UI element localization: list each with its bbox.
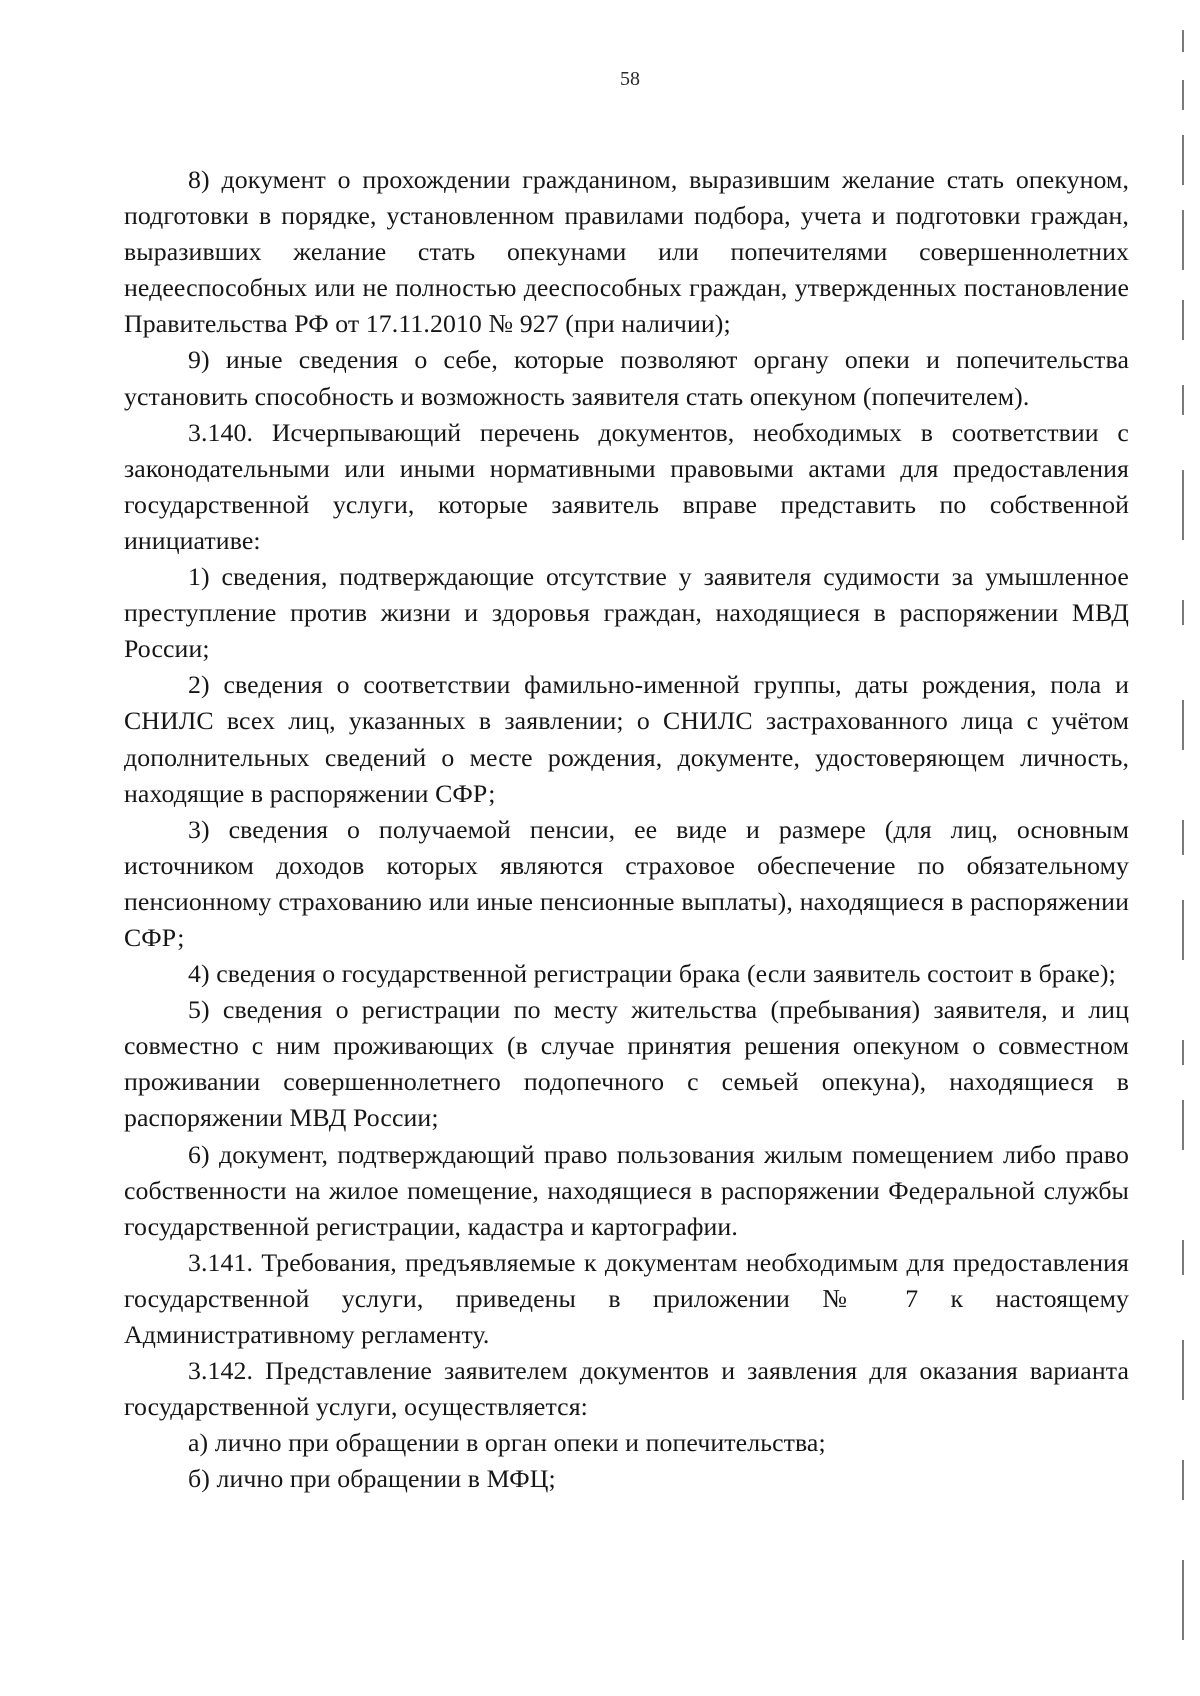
scan-edge-marks	[1180, 0, 1200, 1696]
scan-edge-mark	[1182, 900, 1184, 960]
paragraph-item-5: 5) сведения о регистрации по месту жительства (пребывания) заявителя, и лиц совместно с ним проживающих (в случае принятия решения опекуном о совместном проживании совершеннолетнего подопечного с семьей опекуна), находящиеся в распоряжении МВД России;	[124, 995, 1129, 1133]
scan-edge-mark	[1182, 820, 1184, 855]
scan-edge-mark	[1182, 1100, 1184, 1150]
paragraph-item-b: б) лично при обращении в МФЦ;	[188, 1464, 556, 1494]
scan-edge-mark	[1182, 470, 1184, 540]
scan-edge-mark	[1182, 80, 1184, 110]
scan-edge-mark	[1182, 1040, 1184, 1065]
scan-edge-mark	[1182, 30, 1184, 52]
paragraph-item-1: 1) сведения, подтверждающие отсутствие у заявителя судимости за умышленное преступление против жизни и здоровья граждан, находящиеся в распоряжении МВД России;	[124, 562, 1129, 664]
scan-edge-mark	[1182, 300, 1184, 340]
paragraph-item-9: 9) иные сведения о себе, которые позволяют органу опеки и попечительства установить способность и возможность заявителя стать опекуном (попечителем).	[124, 345, 1129, 411]
document-body	[124, 162, 1129, 1497]
scan-edge-mark	[1182, 700, 1184, 750]
page-number: 58	[620, 68, 640, 90]
paragraph-3-142: 3.142. Представление заявителем документов и заявления для оказания варианта государственной услуги, осуществляется:	[124, 1356, 1129, 1422]
paragraph-item-3: 3) сведения о получаемой пенсии, ее виде и размере (для лиц, основным источником доходов которых являются страховое обеспечение по обязательному пенсионному страхованию или иные пенсионные выплаты), находящиеся в распоряжении СФР;	[124, 814, 1129, 952]
scan-edge-mark	[1182, 385, 1184, 415]
scan-edge-mark	[1182, 600, 1184, 625]
scan-edge-mark	[1182, 1560, 1184, 1640]
scan-edge-mark	[1182, 1460, 1184, 1500]
scan-edge-mark	[1182, 1340, 1184, 1400]
scan-edge-mark	[1182, 1240, 1184, 1275]
scan-edge-mark	[1182, 135, 1184, 185]
paragraph-item-6: 6) документ, подтверждающий право пользования жилым помещением либо право собственности на жилое помещение, находящиеся в распоряжении Федеральной службы государственной регистрации, кадастра и картографии.	[124, 1139, 1129, 1241]
paragraph-item-8: 8) документ о прохождении гражданином, выразившим желание стать опекуном, подготовки в порядке, установленном правилами подбора, учета и подготовки граждан, выразивших желание стать опекунами или попечителями совершеннолетних недееспособных или не полностью дееспособных граждан, утвержденных постановление Правительства РФ от 17.11.2010 № 927 (при наличии);	[124, 165, 1129, 339]
paragraph-item-2: 2) сведения о соответствии фамильно-именной группы, даты рождения, пола и СНИЛС всех лиц, указанных в заявлении; о СНИЛС застрахованного лица с учётом дополнительных сведений о месте рождения, документе, удостоверяющем личность, находящие в распоряжении СФР;	[124, 670, 1129, 808]
paragraph-item-4: 4) сведения о государственной регистрации брака (если заявитель состоит в браке);	[188, 959, 1116, 989]
paragraph-item-a: а) лично при обращении в орган опеки и попечительства;	[188, 1428, 826, 1458]
paragraph-3-140: 3.140. Исчерпывающий перечень документов, необходимых в соответствии с законодательными или иными нормативными правовыми актами для предоставления государственной услуги, которые заявитель вправе представить по собственной инициативе:	[124, 417, 1129, 555]
paragraph-3-141: 3.141. Требования, предъявляемые к документам необходимым для предоставления государственной услуги, приведены в приложении № 7 к настоящему Административному регламенту.	[124, 1247, 1129, 1349]
scan-edge-mark	[1182, 210, 1184, 270]
